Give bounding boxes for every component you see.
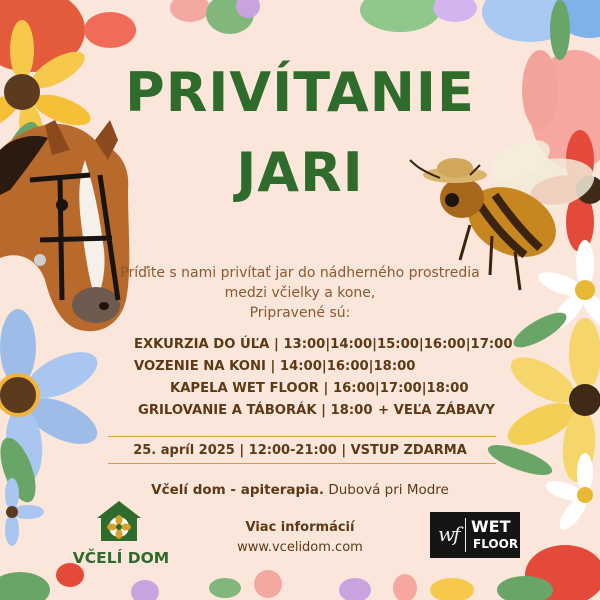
- title-line-1: PRIVÍTANIE: [125, 61, 475, 124]
- schedule-item-horse-riding: VOZENIE NA KONI | 14:00|16:00|18:00: [134, 359, 416, 374]
- website-link[interactable]: www.vcelidom.com: [237, 540, 363, 555]
- intro-line-1: Príďite s nami privítať jar do nádherného prostredia: [120, 265, 480, 281]
- schedule-item-hive-tour: EXKURZIA DO ÚĽA | 13:00|14:00|15:00|16:00|17:00: [134, 337, 513, 352]
- more-info-label: Viac informácií: [245, 520, 355, 535]
- vceli-dom-logo-text: VČELÍ DOM: [72, 549, 170, 567]
- wet-floor-divider: [465, 518, 466, 552]
- venue-line: [0, 482, 600, 498]
- venue-name: Včelí dom - apiterapia.: [151, 482, 325, 498]
- wet-floor-mark: wf: [438, 522, 459, 546]
- event-date-line: 25. apríl 2025 | 12:00-21:00 | VSTUP ZDARMA: [133, 443, 467, 458]
- bottom-flowers: [131, 570, 474, 600]
- bee-house-logo-icon: [96, 500, 142, 542]
- wet-floor-logo: [430, 512, 520, 558]
- divider-bottom: [108, 463, 496, 464]
- schedule-item-grill: GRILOVANIE A TÁBORÁK | 18:00: [138, 403, 373, 418]
- divider-top: [108, 436, 496, 437]
- venue-location: Dubová pri Modre: [324, 482, 449, 498]
- schedule-item-band: KAPELA WET FLOOR | 16:00|17:00|18:00: [170, 381, 469, 396]
- intro-line-3: Pripravené sú:: [249, 305, 351, 321]
- wet-floor-line-1: WET: [471, 517, 511, 536]
- wet-floor-line-2: FLOOR: [473, 537, 519, 551]
- extra-fun-note: + VEĽA ZÁBAVY: [378, 403, 495, 418]
- title-line-2: JARI: [236, 141, 364, 204]
- intro-line-2: medzi včielky a kone,: [224, 285, 376, 301]
